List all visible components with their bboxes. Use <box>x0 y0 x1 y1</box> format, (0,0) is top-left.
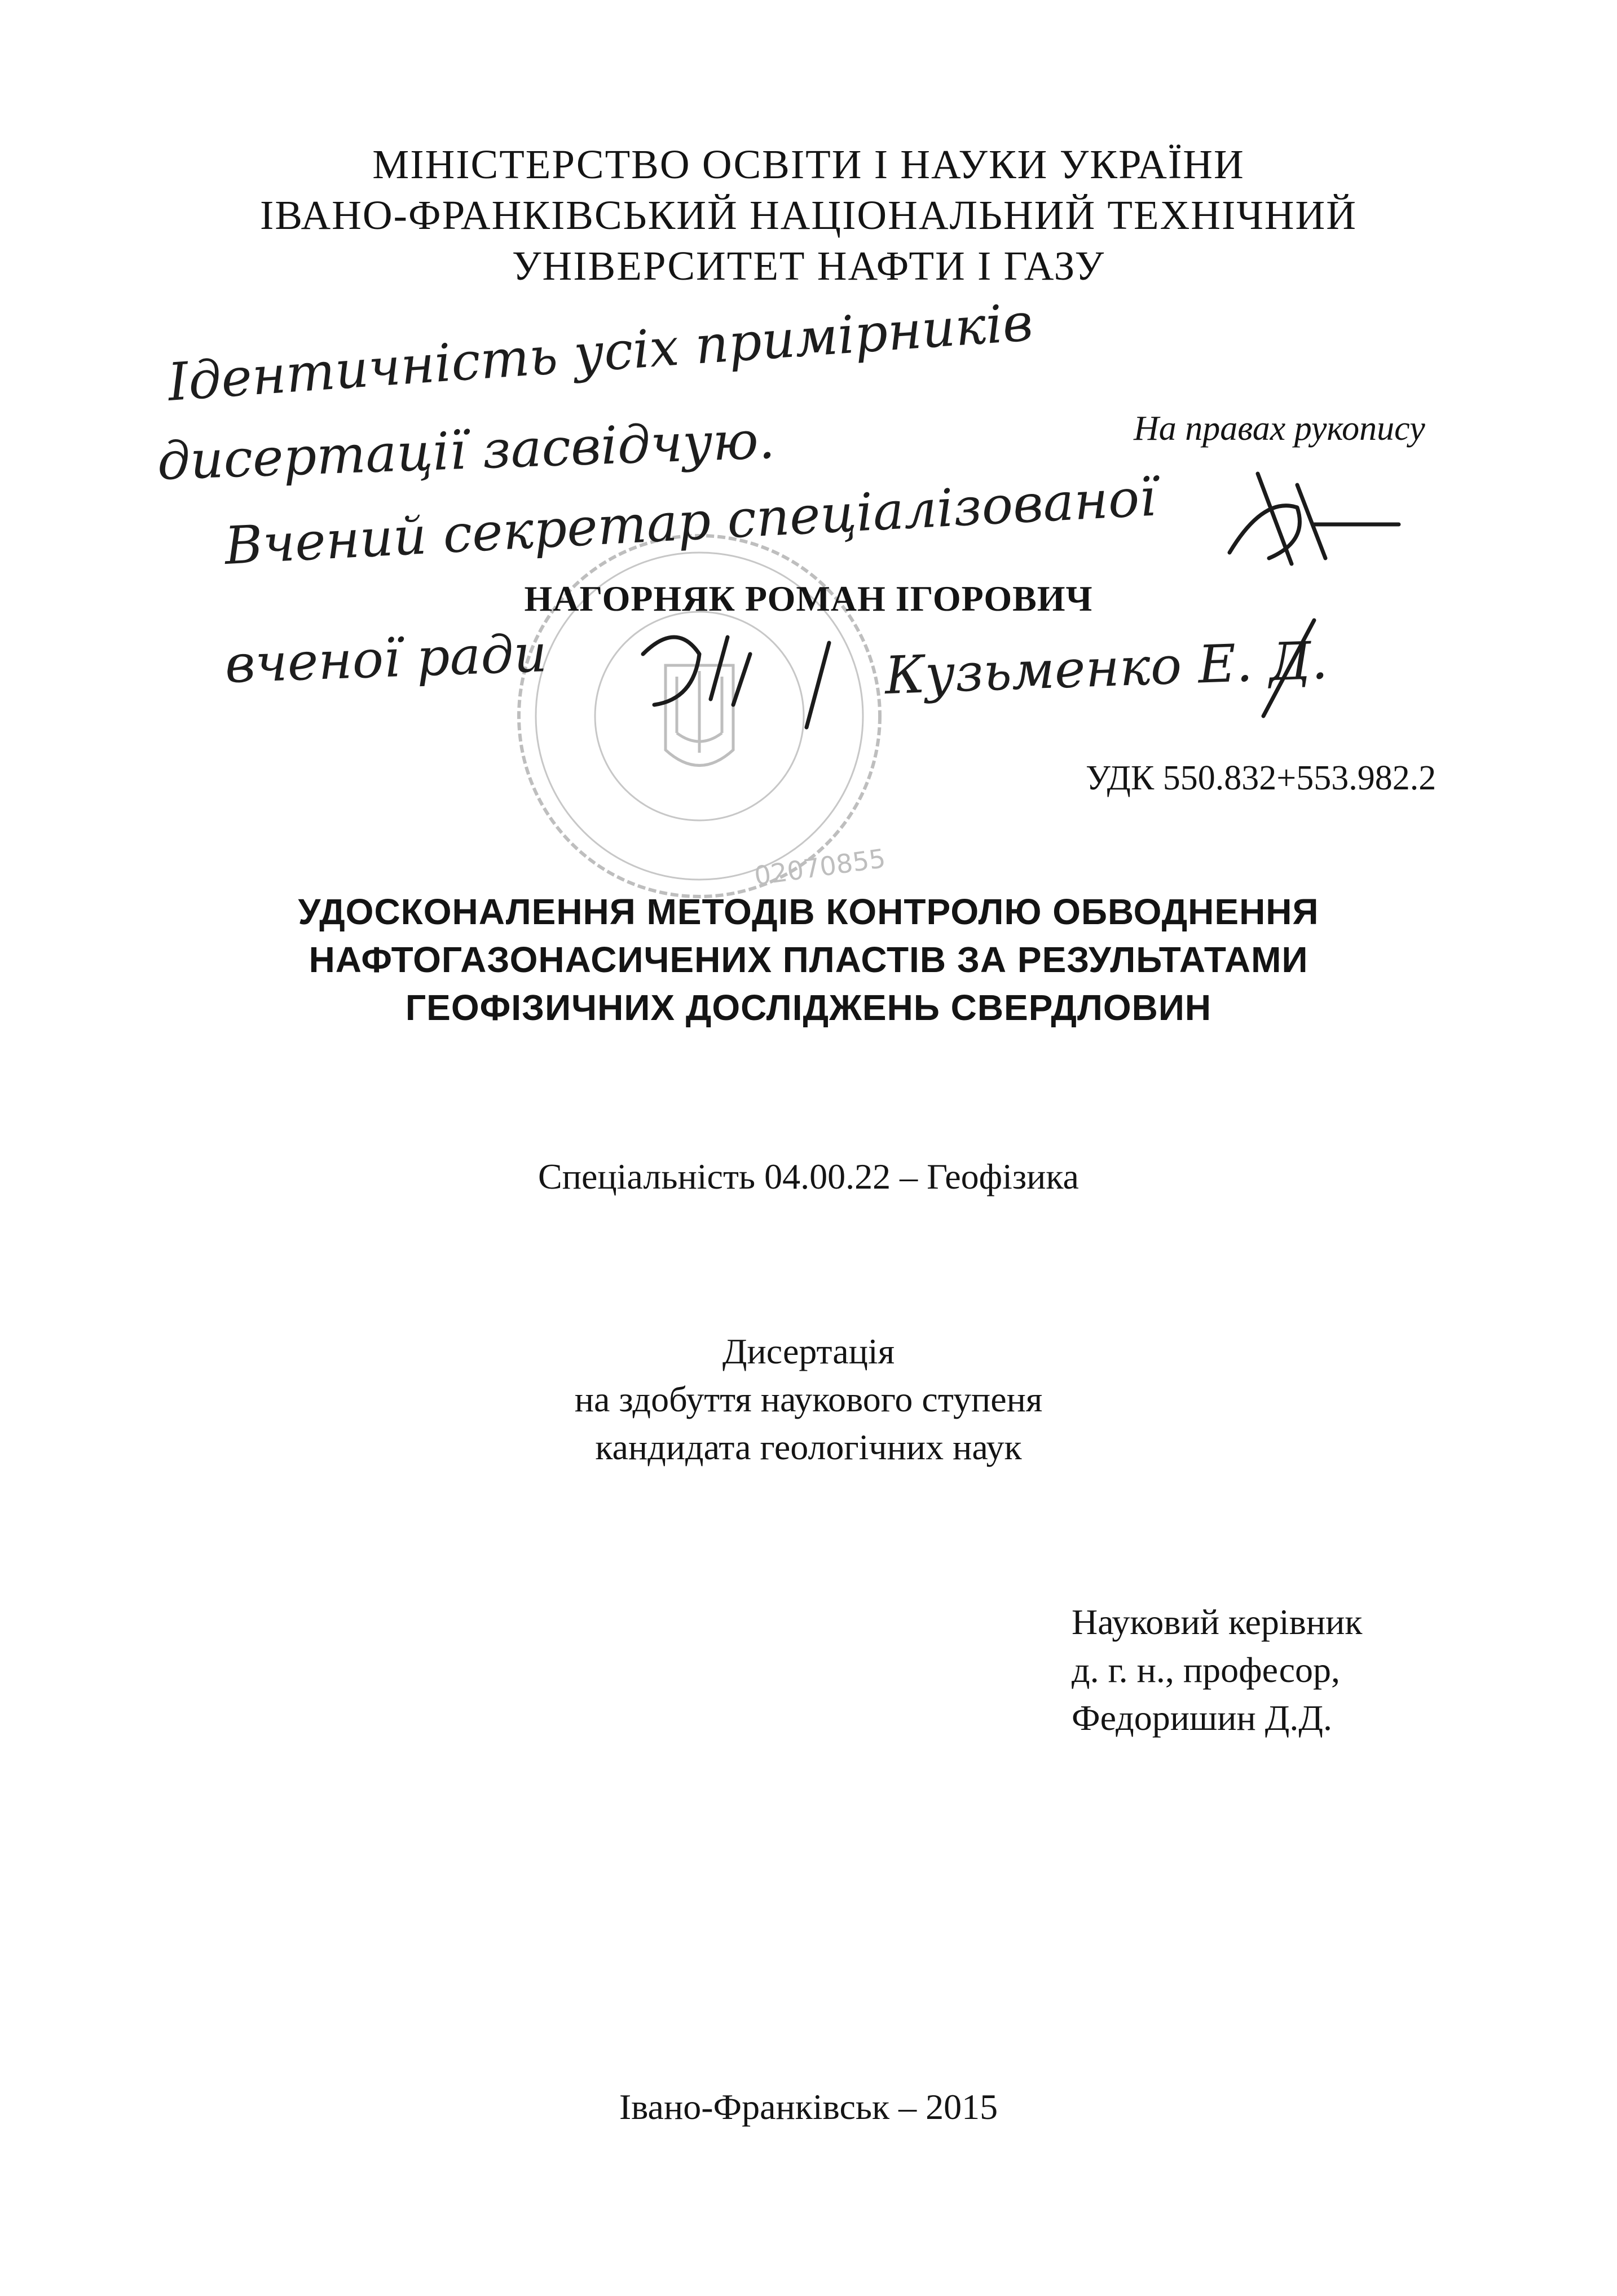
handwritten-line-3: Вчений секретар спеціалізованої <box>223 467 1158 576</box>
handwritten-line-1: Ідентичність усіх примірників <box>166 292 1035 413</box>
degree-line-3: кандидата геологічних наук <box>595 1427 1022 1467</box>
header-university-line2: УНІВЕРСИТЕТ НАФТИ І ГАЗУ <box>512 243 1105 289</box>
handwritten-line-2: дисертації засвідчую. <box>156 409 776 492</box>
stamp-number: 02070855 <box>752 842 888 891</box>
manuscript-note: На правах рукопису <box>1134 409 1425 448</box>
title-line-2: НАФТОГАЗОНАСИЧЕНИХ ПЛАСТІВ ЗА РЕЗУЛЬТАТАМИ <box>309 939 1308 980</box>
handwritten-line-4: вченої ради <box>224 623 548 695</box>
title-line-3: ГЕОФІЗИЧНИХ ДОСЛІДЖЕНЬ СВЕРДЛОВИН <box>405 987 1212 1028</box>
header-university-line1: ІВАНО-ФРАНКІВСЬКИЙ НАЦІОНАЛЬНИЙ ТЕХНІЧНИЙ <box>260 192 1357 238</box>
supervisor-line-3: Федоришин Д.Д. <box>1072 1698 1333 1738</box>
manuscript-signature <box>1230 474 1399 564</box>
supervisor-line-2: д. г. н., професор, <box>1072 1650 1340 1690</box>
udc-code: УДК 550.832+553.982.2 <box>1086 759 1437 797</box>
author-name: НАГОРНЯК РОМАН ІГОРОВИЧ <box>524 579 1093 619</box>
footer-city-year: Івано-Франківськ – 2015 <box>619 2087 998 2127</box>
specialty: Спеціальність 04.00.22 – Геофізика <box>538 1156 1079 1196</box>
degree-line-1: Дисертація <box>722 1331 895 1371</box>
degree-line-2: на здобуття наукового ступеня <box>574 1379 1043 1419</box>
header-ministry: МІНІСТЕРСТВО ОСВІТИ І НАУКИ УКРАЇНИ <box>372 142 1245 187</box>
secretary-signature <box>643 637 750 705</box>
handwritten-line-5: Кузьменко Е. Д. <box>884 630 1329 706</box>
supervisor-line-1: Науковий керівник <box>1072 1602 1363 1642</box>
title-line-1: УДОСКОНАЛЕННЯ МЕТОДІВ КОНТРОЛЮ ОБВОДНЕННЯ <box>298 891 1319 932</box>
